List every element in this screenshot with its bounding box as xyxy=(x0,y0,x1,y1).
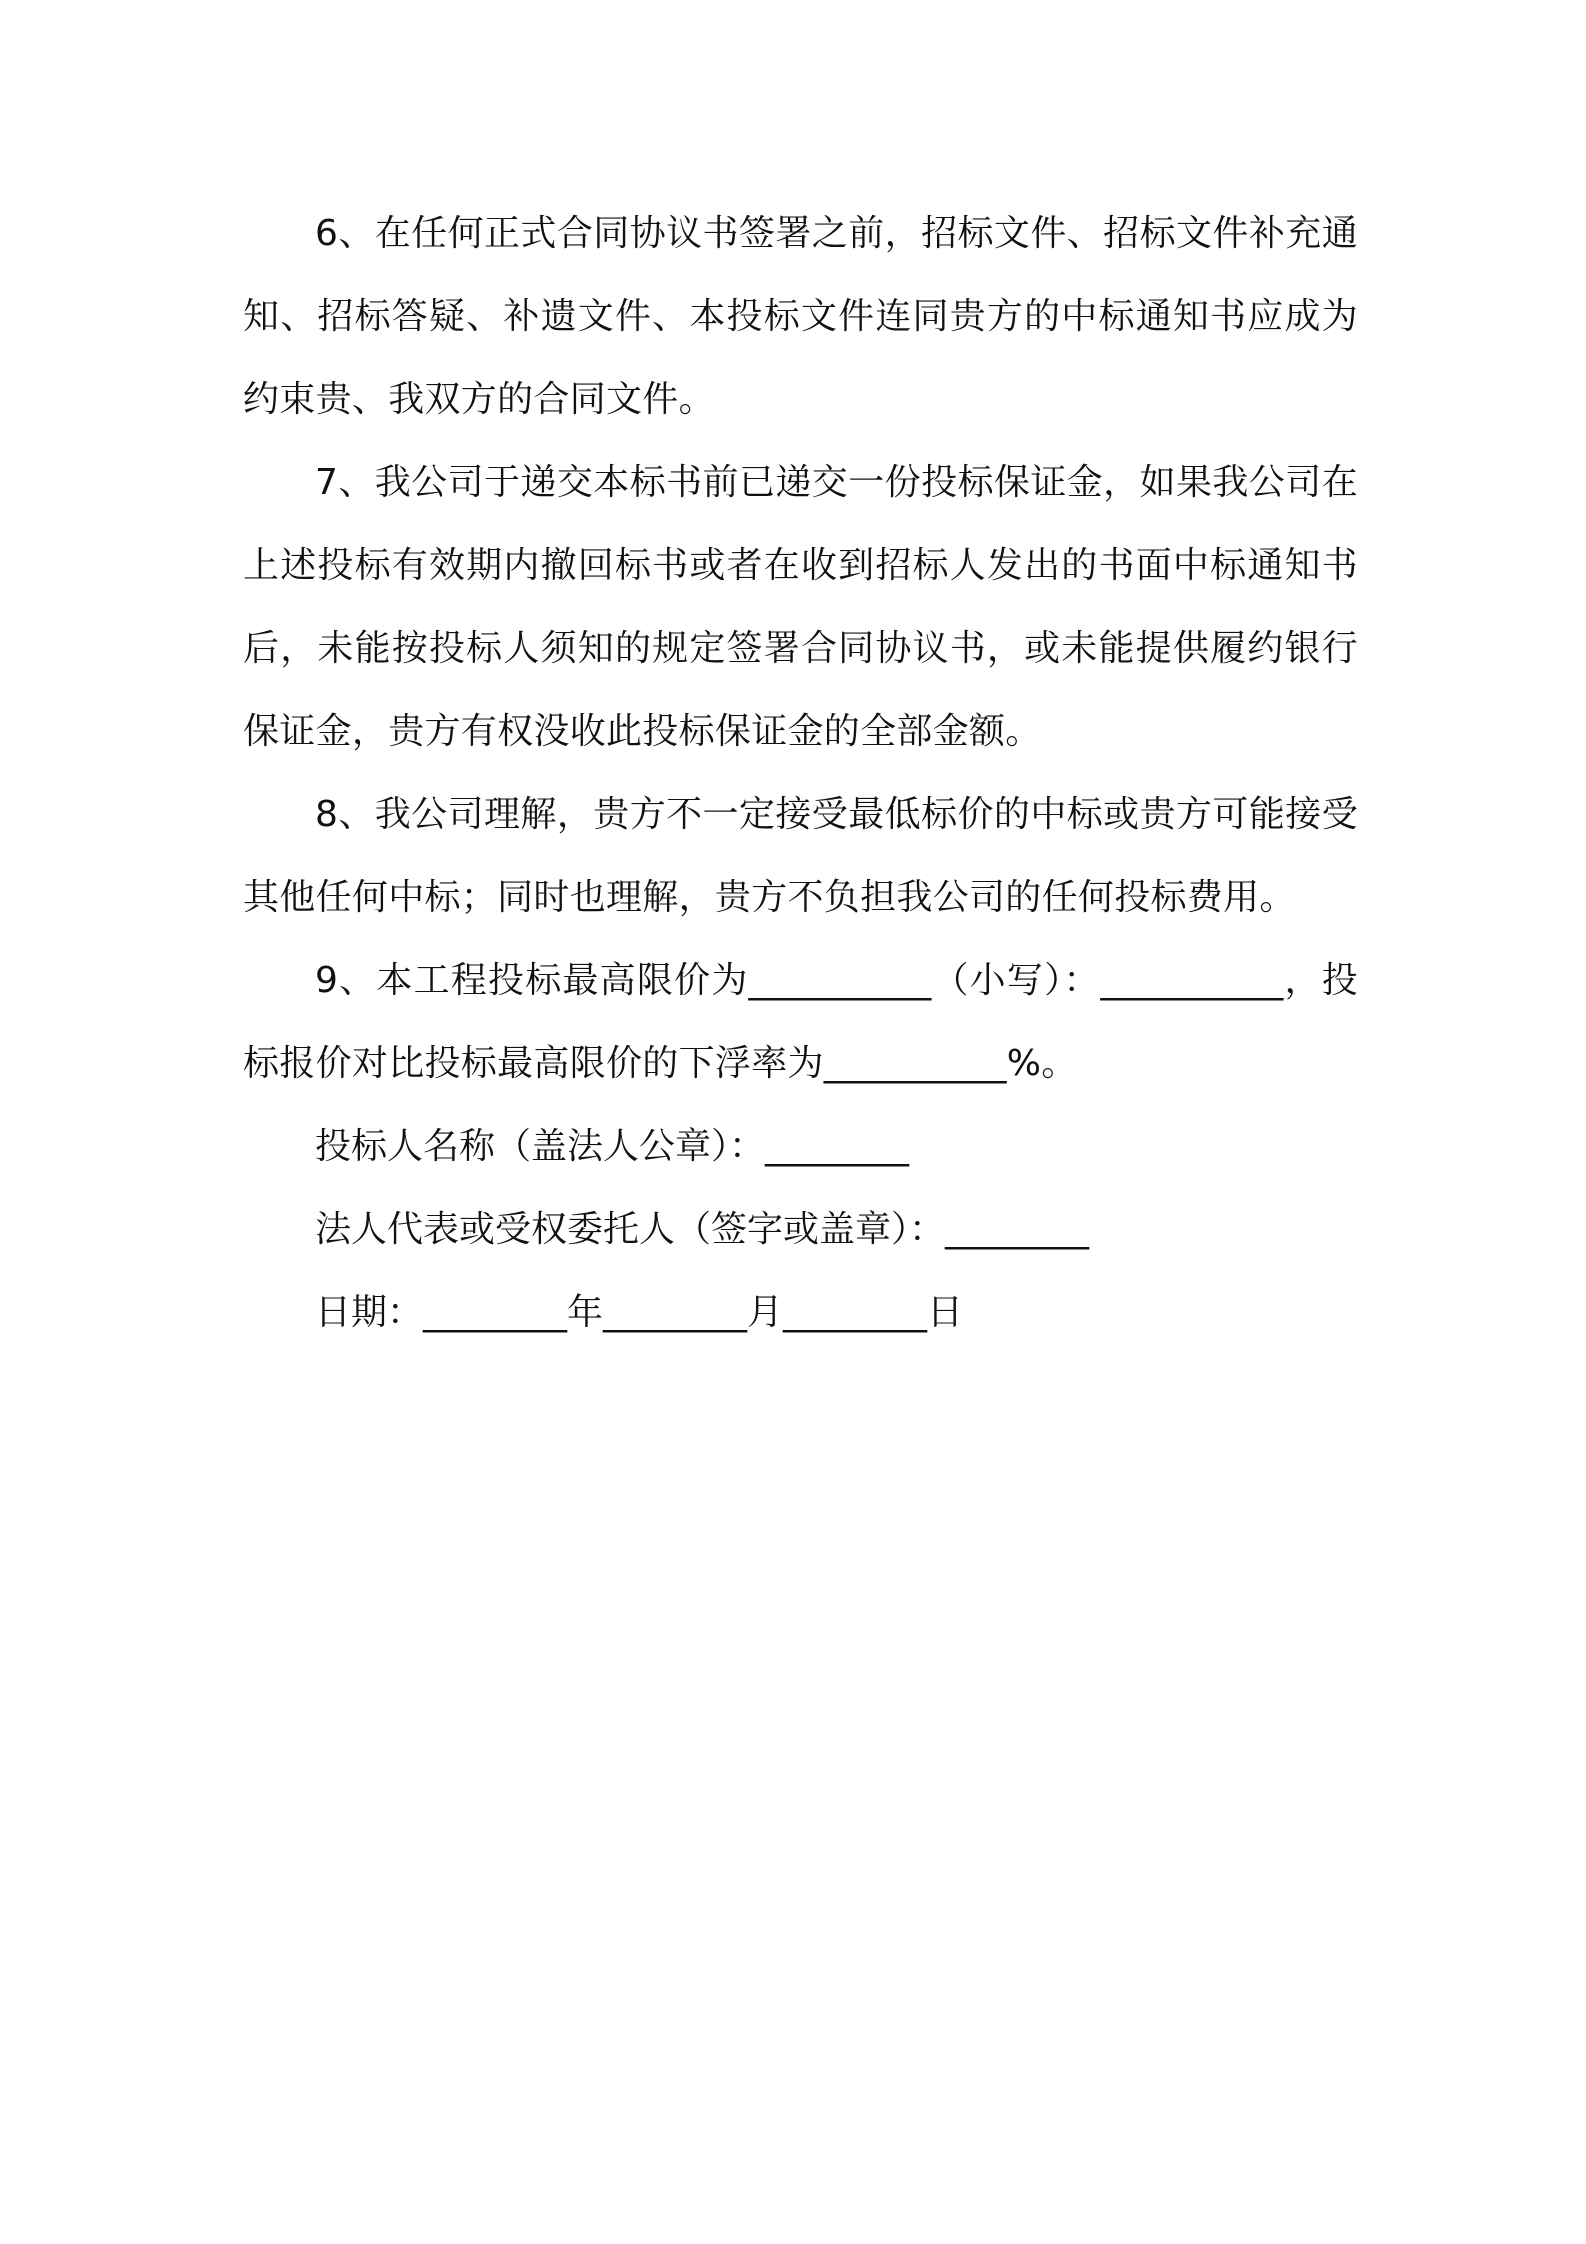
bidder-name-line: 投标人名称（盖法人公章）：________ xyxy=(315,1126,910,1167)
clause-6: 6、在任何正式合同协议书签署之前，招标文件、招标文件补充通知、招标答疑、补遗文件、本投标文件连同贵方的中标通知书应成为约束贵、我双方的合同文件。 xyxy=(243,213,1358,420)
clause-9: 9、本工程投标最高限价为__________（小写）：__________，投标报价对比投标最高限价的下浮率为__________%。 xyxy=(243,960,1358,1084)
document-body xyxy=(243,192,1358,1354)
representative-line: 法人代表或受权委托人（签字或盖章）：________ xyxy=(315,1209,1090,1250)
clause-8: 8、我公司理解，贵方不一定接受最低标价的中标或贵方可能接受其他任何中标；同时也理解，贵方不负担我公司的任何投标费用。 xyxy=(243,794,1358,918)
clause-7: 7、我公司于递交本标书前已递交一份投标保证金，如果我公司在上述投标有效期内撤回标书或者在收到招标人发出的书面中标通知书后，未能按投标人须知的规定签署合同协议书，或未能提供履约银行保证金，贵方有权没收此投标保证金的全部金额。 xyxy=(243,462,1358,752)
date-line: 日期：________年________月________日 xyxy=(315,1292,964,1333)
